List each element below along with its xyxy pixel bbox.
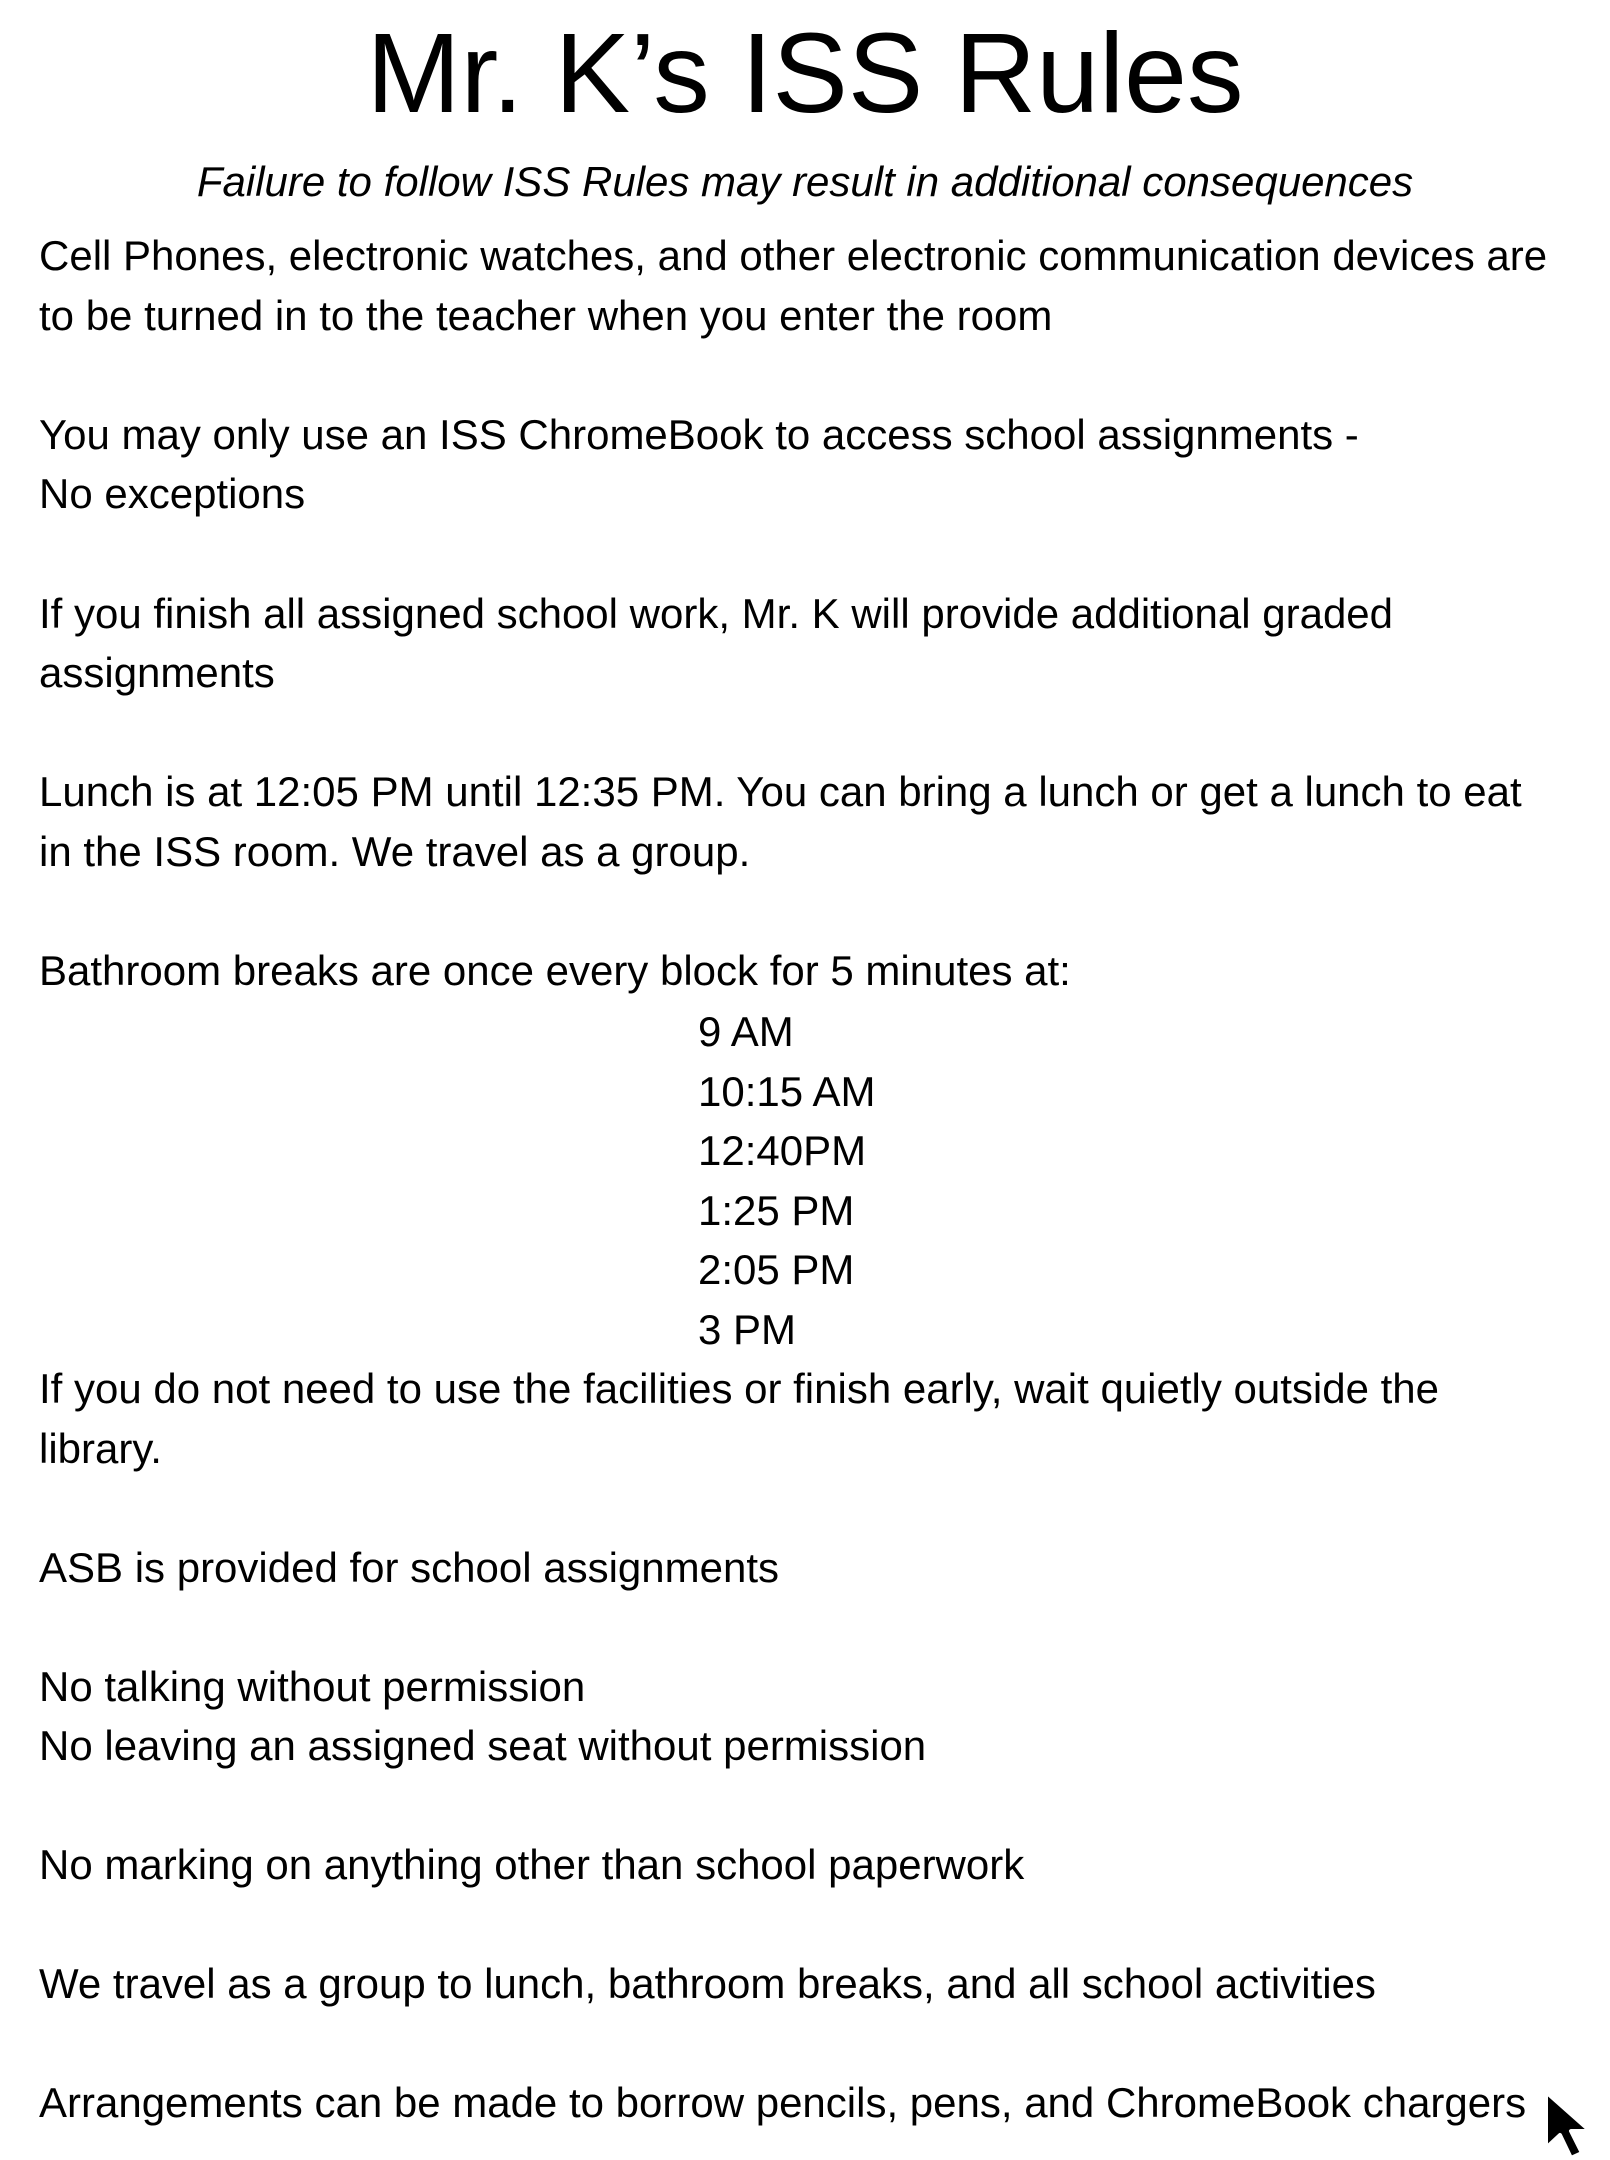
rule-travel: We travel as a group to lunch, bathroom breaks, and all school activities: [39, 1960, 1376, 2007]
rule-no-leaving: No leaving an assigned seat without permission: [39, 1722, 927, 1769]
bathroom-time: 10:15 AM: [698, 1067, 876, 1115]
bathroom-time: 1:25 PM: [698, 1186, 855, 1234]
bathroom-time: 12:40PM: [698, 1127, 867, 1174]
rule-chromebook-line-2: No exceptions: [39, 470, 306, 517]
rule-no-marking: No marking on anything other than school paperwork: [39, 1841, 1025, 1888]
rule-finish-line-2: assignments: [39, 649, 275, 696]
bathroom-time: 2:05 PM: [698, 1246, 855, 1293]
rule-borrow: Arrangements can be made to borrow pencils, pens, and ChromeBook chargers: [39, 2079, 1527, 2126]
mouse-pointer-icon: [1542, 2090, 1606, 2160]
bathroom-time: 3 PM: [698, 1305, 797, 1353]
rule-devices-line-1: Cell Phones, electronic watches, and other electronic communication devices are: [39, 232, 1548, 279]
rule-devices-line-2: to be turned in to the teacher when you enter the room: [39, 292, 1053, 339]
bathroom-time: 9 AM: [698, 1008, 794, 1055]
rule-bathroom-intro: Bathroom breaks are once every block for 5 minutes at:: [39, 947, 1071, 994]
bathroom-times-list: [698, 1002, 875, 1359]
rule-chromebook-line-1: You may only use an ISS ChromeBook to access school assignments -: [39, 411, 1359, 458]
rule-lunch-line-2: in the ISS room. We travel as a group.: [39, 828, 751, 875]
rule-no-talking: No talking without permission: [39, 1663, 586, 1710]
rule-lunch-line-1: Lunch is at 12:05 PM until 12:35 PM. You can bring a lunch or get a lunch to eat: [39, 768, 1522, 815]
page-title: Mr. K’s ISS Rules: [366, 10, 1244, 136]
rule-asb: ASB is provided for school assignments: [39, 1544, 780, 1591]
rule-facilities-line-2: library.: [39, 1425, 162, 1472]
page-subtitle: Failure to follow ISS Rules may result in additional consequences: [196, 158, 1414, 205]
rule-facilities-line-1: If you do not need to use the facilities or finish early, wait quietly outside the: [39, 1365, 1440, 1412]
rule-finish-line-1: If you finish all assigned school work, Mr. K will provide additional graded: [39, 590, 1394, 637]
